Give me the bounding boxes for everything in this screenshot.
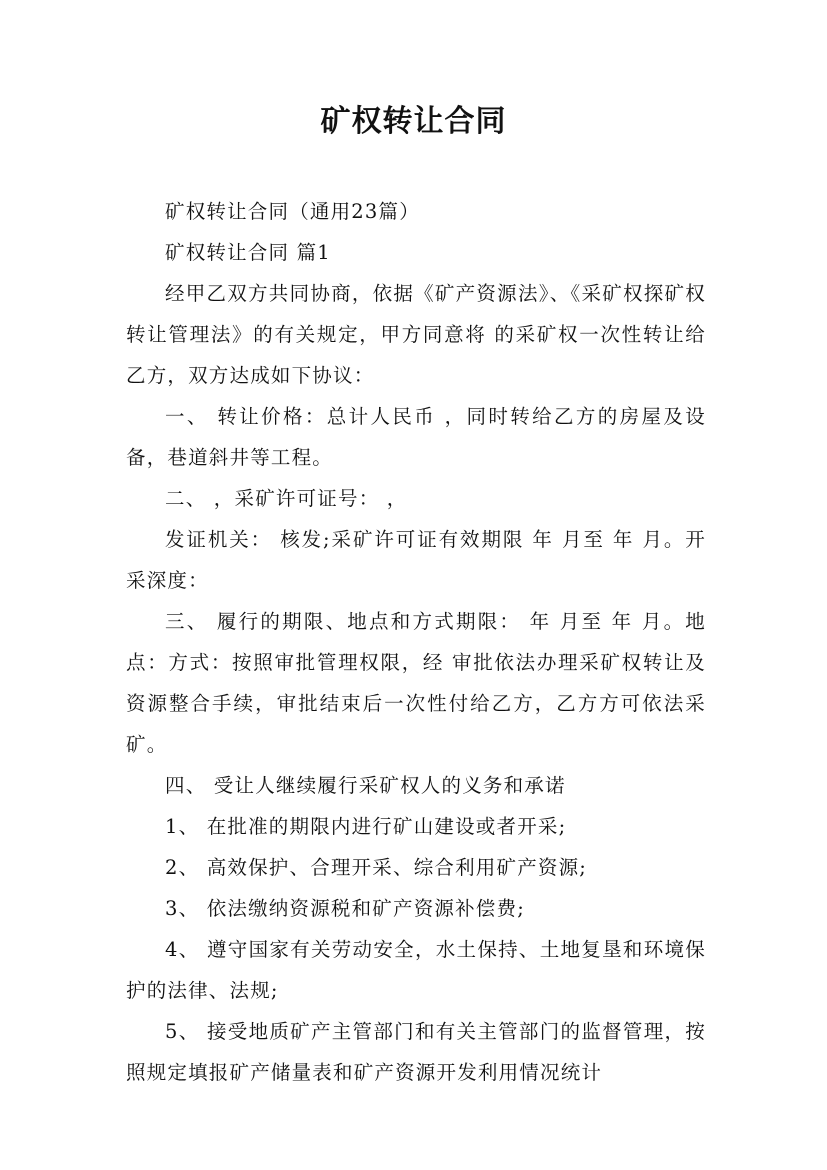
document-title: 矿权转让合同 bbox=[320, 104, 507, 139]
paragraph-item-2: 2、 高效保护、合理开采、综合利用矿产资源; bbox=[165, 856, 588, 879]
paragraph-clause-3: 三、 履行的期限、地点和方式期限： 年 月至 年 月。地点：方式：按照审批管理权限，经 审批依法办理采矿权转让及资源整合手续，审批结束后一次性付给乙方，乙方方可依法采矿。 bbox=[126, 610, 706, 756]
paragraph-item-1: 1、 在批准的期限内进行矿山建设或者开采; bbox=[165, 815, 567, 838]
paragraph-item-4: 4、 遵守国家有关劳动安全，水土保持、土地复垦和环境保护的法律、法规; bbox=[126, 938, 706, 1002]
paragraph-clause-2: 二、 ，采矿许可证号： ， bbox=[165, 487, 408, 510]
document-body bbox=[126, 191, 706, 1093]
paragraph-item-3: 3、 依法缴纳资源税和矿产资源补偿费; bbox=[165, 897, 525, 920]
paragraph-clause-4: 四、 受让人继续履行采矿权人的义务和承诺 bbox=[165, 774, 566, 797]
paragraph-license: 发证机关： 核发;采矿许可证有效期限 年 月至 年 月。开采深度： bbox=[126, 528, 706, 592]
paragraph-section-title: 矿权转让合同 篇1 bbox=[165, 241, 331, 264]
paragraph-intro: 经甲乙双方共同协商，依据《矿产资源法》、《采矿权探矿权转让管理法》的有关规定，甲方同意将 的采矿权一次性转让给乙方，双方达成如下协议： bbox=[126, 282, 706, 387]
paragraph-clause-1: 一、 转让价格：总计人民币 ，同时转给乙方的房屋及设备，巷道斜井等工程。 bbox=[126, 405, 706, 469]
paragraph-heading: 矿权转让合同（通用23篇） bbox=[165, 200, 420, 223]
paragraph-item-5: 5、 接受地质矿产主管部门和有关主管部门的监督管理，按照规定填报矿产储量表和矿产资源开发利用情况统计 bbox=[126, 1020, 706, 1084]
